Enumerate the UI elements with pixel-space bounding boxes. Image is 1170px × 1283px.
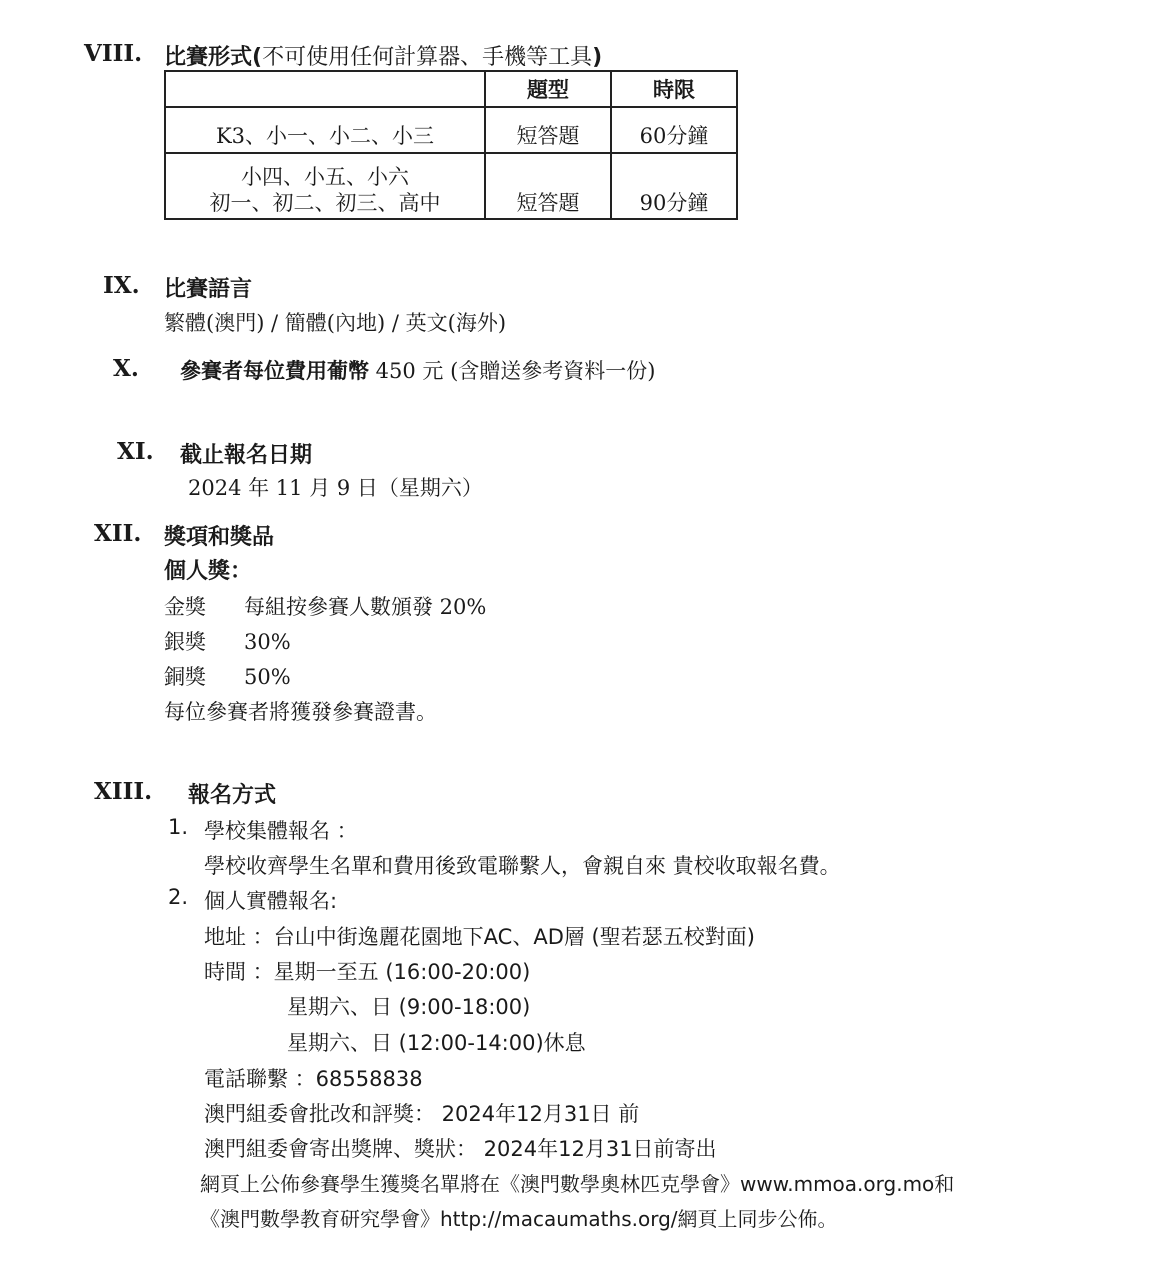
item-2-title: 個人實體報名: (204, 889, 338, 913)
section-12-subtitle: 個人獎： (164, 559, 253, 584)
section-9-number: IX. (103, 272, 140, 299)
award-name: 金獎 (164, 595, 206, 619)
item-1-text: 學校收齊學生名單和費用後致電聯繫人，會親自來 貴校收取報名費。 (204, 854, 841, 878)
section-8-note: 不可使用任何計算器、手機等工具 (262, 45, 593, 70)
hours-weekday: 時間 ：星期一至五 (16:00-20:00) (204, 960, 531, 984)
hours-weekend: 星期六、日 (9:00-18:00) (287, 995, 531, 1019)
item-1-number: 1. (168, 815, 189, 839)
table-row (165, 107, 737, 153)
table-cell-time: 90分鐘 (611, 153, 737, 219)
section-9-text: 繁體(澳門) / 簡體(內地) / 英文(海外) (164, 311, 507, 335)
award-name: 銅獎 (164, 665, 206, 689)
table-cell-type: 短答題 (485, 107, 611, 153)
hours-break: 星期六、日 (12:00-14:00)休息 (287, 1031, 586, 1055)
table-cell-grades (165, 153, 485, 219)
section-11-title: 截止報名日期 (180, 443, 313, 468)
table-header-type: 題型 (485, 71, 611, 107)
address: 地址 ：台山中街逸麗花園地下AC、AD層 (聖若瑟五校對面) (204, 925, 755, 949)
table-cell-grades-line1: 小四、小五、小六 (241, 165, 409, 189)
section-12-title: 獎項和獎品 (164, 525, 275, 550)
section-13-title: 報名方式 (188, 783, 277, 808)
competition-format-table (164, 70, 738, 220)
section-11-number: XI. (117, 438, 154, 465)
section-10-line (180, 355, 656, 385)
award-value: 每組按參賽人數頒發 20% (244, 595, 487, 619)
table-cell-type: 短答題 (485, 153, 611, 219)
mailing-date: 澳門組委會寄出獎牌、獎狀： 2024年12月31日前寄出 (204, 1137, 717, 1161)
section-8-close: ) (592, 45, 603, 70)
table-header-row (165, 71, 737, 107)
section-8-title (164, 40, 602, 71)
section-10-fee: 450 元 (369, 359, 451, 383)
section-10-title: 參賽者每位費用葡幣 (180, 359, 369, 383)
item-1-title: 學校集體報名 ： (204, 819, 358, 843)
award-value: 30% (244, 630, 291, 654)
section-10-note: (含贈送參考資料一份) (450, 359, 656, 383)
table-cell-grades: K3、小一、小二、小三 (165, 107, 485, 153)
section-8-title-text: 比賽形式( (164, 45, 263, 70)
section-13-number: XIII. (94, 778, 153, 805)
award-value: 50% (244, 665, 291, 689)
certificate-note: 每位參賽者將獲發參賽證書。 (164, 700, 437, 724)
table-row (165, 153, 737, 219)
award-gold (164, 591, 486, 621)
website-note-line2: 《澳門數學教育研究學會》http://macaumaths.org/網頁上同步公佈。 (200, 1207, 838, 1231)
table-header-grades (165, 71, 485, 107)
item-2-number: 2. (168, 885, 189, 909)
section-12-number: XII. (94, 520, 142, 547)
phone-contact: 電話聯繫 ：68558838 (204, 1067, 423, 1091)
section-8-number: VIII. (84, 40, 143, 67)
award-bronze (164, 661, 291, 691)
table-cell-time: 60分鐘 (611, 107, 737, 153)
table-header-time: 時限 (611, 71, 737, 107)
table-cell-grades-line2: 初一、初二、初三、高中 (209, 191, 441, 215)
award-silver (164, 626, 291, 656)
section-10-number: X. (113, 355, 139, 382)
grading-date: 澳門組委會批改和評獎： 2024年12月31日 前 (204, 1102, 640, 1126)
award-name: 銀獎 (164, 630, 206, 654)
website-note-line1: 網頁上公佈參賽學生獲獎名單將在《澳門數學奧林匹克學會》www.mmoa.org.mo和 (200, 1172, 955, 1196)
section-11-date: 2024 年 11 月 9 日（星期六） (188, 476, 483, 500)
section-9-title: 比賽語言 (164, 277, 253, 302)
